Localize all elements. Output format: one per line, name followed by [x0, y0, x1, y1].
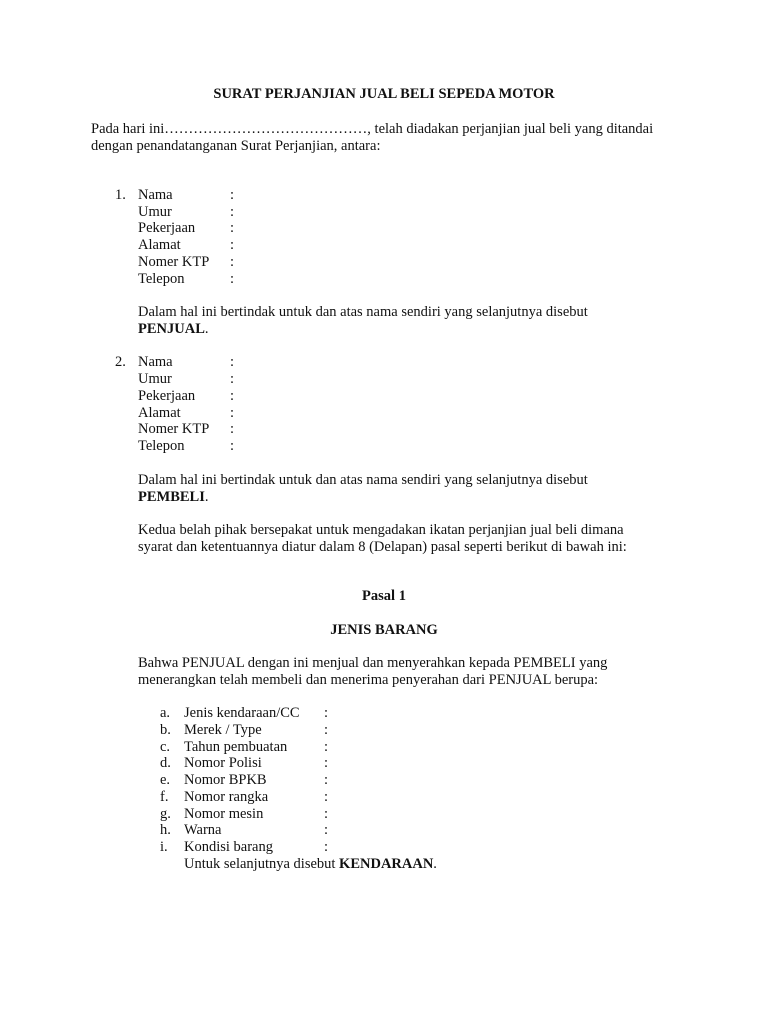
item-letter: h.: [160, 822, 171, 838]
item-label: Merek / Type: [184, 722, 262, 738]
item-label: Nomor Polisi: [184, 755, 262, 771]
party2-field-label: Umur: [138, 371, 172, 387]
closing-suffix: .: [433, 856, 437, 872]
item-letter: g.: [160, 806, 171, 822]
closing-bold: KENDARAAN: [339, 856, 434, 872]
item-letter: a.: [160, 705, 171, 721]
pasal1-closing-line: [184, 856, 437, 873]
item-letter: e.: [160, 772, 171, 788]
party1-role-line: [138, 321, 209, 338]
closing-prefix: Untuk selanjutnya disebut: [184, 856, 340, 872]
party1-field-label: Nama: [138, 187, 173, 203]
item-label: Kondisi barang: [184, 839, 273, 855]
item-colon: :: [324, 705, 329, 721]
item-label: Jenis kendaraan/CC: [184, 705, 300, 721]
item-letter: d.: [160, 755, 171, 771]
item-letter: f.: [160, 789, 169, 805]
item-colon: :: [324, 772, 329, 788]
pasal1-heading: Pasal 1: [362, 588, 406, 604]
party2-role-line: [138, 489, 209, 506]
party2-number: 2.: [115, 354, 126, 370]
item-letter: c.: [160, 739, 171, 755]
pasal1-subheading: JENIS BARANG: [330, 622, 438, 638]
party2-description: Dalam hal ini bertindak untuk dan atas nama sendiri yang selanjutnya disebut: [138, 472, 588, 488]
party1-field-label: Nomer KTP: [138, 254, 210, 270]
item-label: Nomor BPKB: [184, 772, 267, 788]
party1-role: PENJUAL: [138, 321, 205, 337]
party1-description: Dalam hal ini bertindak untuk dan atas nama sendiri yang selanjutnya disebut: [138, 304, 588, 320]
party1-number: 1.: [115, 187, 126, 203]
party1-field-colon: :: [230, 237, 235, 253]
party2-field-label: Alamat: [138, 405, 181, 421]
party1-field-colon: :: [230, 220, 235, 236]
pasal1-paragraph-line-2: menerangkan telah membeli dan menerima penyerahan dari PENJUAL berupa:: [138, 672, 599, 688]
item-colon: :: [324, 755, 329, 771]
intro-line-1: Pada hari ini……………………………………, telah diadakan perjanjian jual beli yang ditandai: [91, 121, 654, 137]
item-label: Nomor rangka: [184, 789, 269, 805]
item-label: Warna: [184, 822, 222, 838]
item-label: Tahun pembuatan: [184, 739, 288, 755]
item-colon: :: [324, 806, 329, 822]
party1-field-colon: :: [230, 254, 235, 270]
party1-field-colon: :: [230, 204, 235, 220]
item-colon: :: [324, 739, 329, 755]
party1-role-suffix: .: [204, 321, 209, 337]
party1-field-label: Telepon: [138, 271, 185, 287]
item-colon: :: [324, 722, 329, 738]
party2-field-colon: :: [230, 388, 235, 404]
party2-field-colon: :: [230, 405, 235, 421]
party1-field-colon: :: [230, 187, 235, 203]
item-letter: b.: [160, 722, 171, 738]
party2-field-colon: :: [230, 371, 235, 387]
item-colon: :: [324, 822, 329, 838]
item-colon: :: [324, 789, 329, 805]
party2-field-colon: :: [230, 354, 235, 370]
pasal1-paragraph-line-1: Bahwa PENJUAL dengan ini menjual dan menyerahkan kepada PEMBELI yang: [138, 655, 608, 671]
agreement-line-2: syarat dan ketentuannya diatur dalam 8 (Delapan) pasal seperti berikut di bawah ini:: [138, 539, 627, 555]
agreement-line-1: Kedua belah pihak bersepakat untuk mengadakan ikatan perjanjian jual beli dimana: [138, 522, 624, 538]
item-colon: :: [324, 839, 329, 855]
party1-field-label: Pekerjaan: [138, 220, 196, 236]
party2-field-colon: :: [230, 421, 235, 437]
party2-role: PEMBELI: [138, 489, 205, 505]
party1-field-colon: :: [230, 271, 235, 287]
party2-role-suffix: .: [204, 489, 209, 505]
intro-line-2: dengan penandatanganan Surat Perjanjian, antara:: [91, 138, 381, 154]
party2-field-label: Nomer KTP: [138, 421, 210, 437]
party2-field-label: Telepon: [138, 438, 185, 454]
document-title: SURAT PERJANJIAN JUAL BELI SEPEDA MOTOR: [213, 86, 555, 102]
party2-field-colon: :: [230, 438, 235, 454]
party2-field-label: Pekerjaan: [138, 388, 196, 404]
item-label: Nomor mesin: [184, 806, 264, 822]
party2-field-label: Nama: [138, 354, 173, 370]
party1-field-label: Umur: [138, 204, 172, 220]
party1-field-label: Alamat: [138, 237, 181, 253]
item-letter: i.: [160, 839, 168, 855]
